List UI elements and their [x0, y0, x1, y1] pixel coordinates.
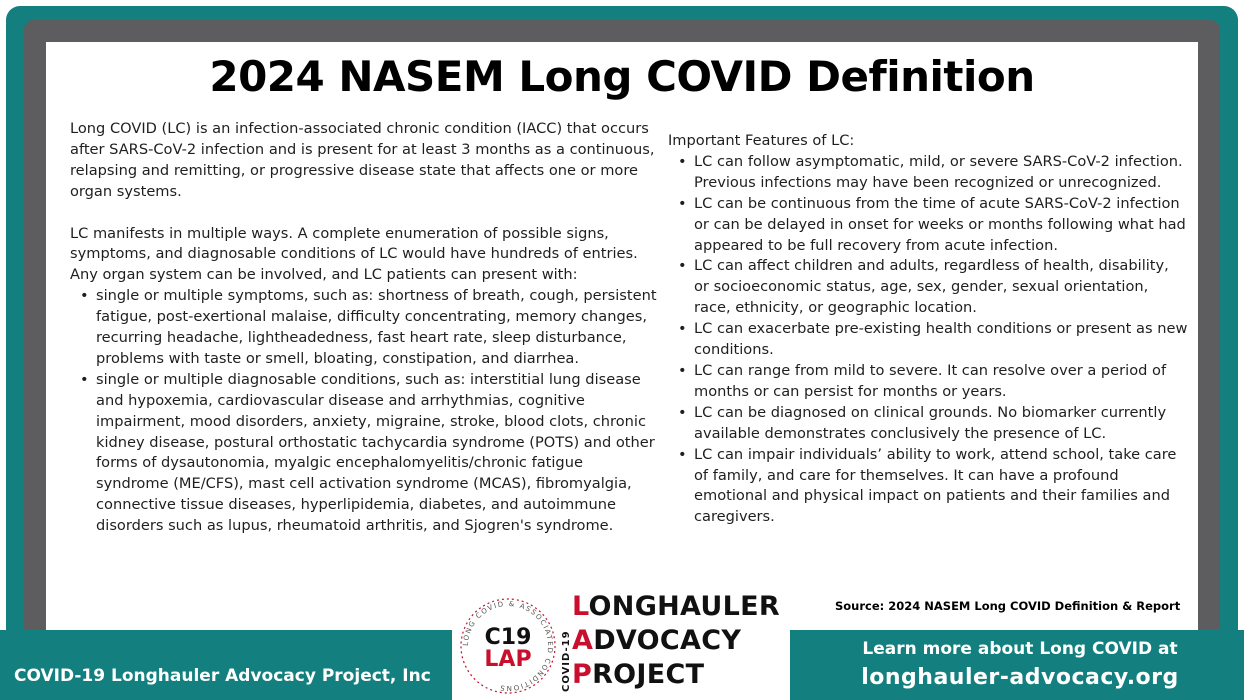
features-heading: Important Features of LC:: [668, 132, 855, 149]
manifestation-list: [70, 286, 660, 537]
vertical-text: COVID-19: [561, 630, 572, 692]
c19-lap-seal-logo: [456, 594, 560, 698]
manifestation-paragraph: LC manifests in multiple ways. A complete enumeration of possible signs, symptoms, and diagnosable conditions of LC would have hundreds of entries. Any organ system can be involved, and LC patients can present with:: [70, 224, 638, 284]
list-item: • LC can affect children and adults, regardless of health, disability, or socioeconomic status, age, sex, gender, sexual orientation, race, ethnicity, or geographic location.: [694, 256, 1188, 319]
seal-bottom-text: LAP: [484, 647, 532, 672]
learn-more-text: Learn more about Long COVID at: [862, 639, 1178, 659]
source-citation: Source: 2024 NASEM Long COVID Definition & Report: [835, 599, 1181, 613]
list-item: • LC can be diagnosed on clinical grounds. No biomarker currently available demonstrates conclusively the presence of LC.: [694, 403, 1188, 445]
definition-paragraph: Long COVID (LC) is an infection-associated chronic condition (IACC) that occurs after SARS-CoV-2 infection and is present for at least 3 months as a continuous, relapsing and remitting, or progressive disease state that affects one or more organ systems.: [70, 120, 655, 200]
organization-name: COVID-19 Longhauler Advocacy Project, Inc: [14, 666, 431, 686]
list-item: • single or multiple symptoms, such as: shortness of breath, cough, persistent fatigue, post-exertional malaise, difficulty concentrating, memory changes, recurring headache, lightheadedness, fast heart rate, sleep disturbance, problems with taste or smell, bloating, constipation, and diarrhea.: [96, 286, 660, 370]
wordmark-line-2: ADVOCACY: [572, 625, 742, 656]
learn-more-block: [840, 636, 1200, 694]
list-item: • LC can exacerbate pre-existing health conditions or present as new conditions.: [694, 319, 1188, 361]
left-column: [70, 119, 660, 537]
website-url[interactable]: longhauler-advocacy.org: [861, 665, 1179, 690]
list-item: • LC can follow asymptomatic, mild, or severe SARS-CoV-2 infection. Previous infections may have been recognized or unrecognized.: [694, 152, 1188, 194]
page-title: 2024 NASEM Long COVID Definition: [209, 52, 1035, 101]
wordmark-line-1: LONGHAULER: [572, 591, 780, 622]
list-item: • LC can range from mild to severe. It can resolve over a period of months or can persist for months or years.: [694, 361, 1188, 403]
seal-ring-text: LONG COVID & ASSOCIATED CONDITIONS: [461, 599, 555, 693]
logo-wordmark: [572, 590, 780, 692]
features-list: [668, 152, 1188, 528]
covid19-vertical-label: [558, 596, 572, 696]
wordmark-line-3: PROJECT: [572, 659, 705, 690]
right-column: [668, 131, 1188, 528]
list-item: • single or multiple diagnosable conditions, such as: interstitial lung disease and hypoxemia, cardiovascular disease and arrhythmias, cognitive impairment, mood disorders, anxiety, migraine, stroke, blood clots, chronic kidney disease, postural orthostatic tachycardia syndrome (POTS) and other forms of dysautonomia, myalgic encephalomyelitis/chronic fatigue syndrome (ME/CFS), mast cell activation syndrome (MCAS), fibromyalgia, connective tissue diseases, hyperlipidemia, diabetes, and autoimmune disorders such as lupus, rheumatoid arthritis, and Sjogren's syndrome.: [96, 370, 660, 537]
list-item: • LC can impair individuals’ ability to work, attend school, take care of family, and care for themselves. It can have a profound emotional and physical impact on patients and their families and caregivers.: [694, 445, 1188, 529]
list-item: • LC can be continuous from the time of acute SARS-CoV-2 infection or can be delayed in onset for weeks or months following what had appeared to be full recovery from acute infection.: [694, 194, 1188, 257]
seal-top-text: C19: [484, 625, 532, 650]
